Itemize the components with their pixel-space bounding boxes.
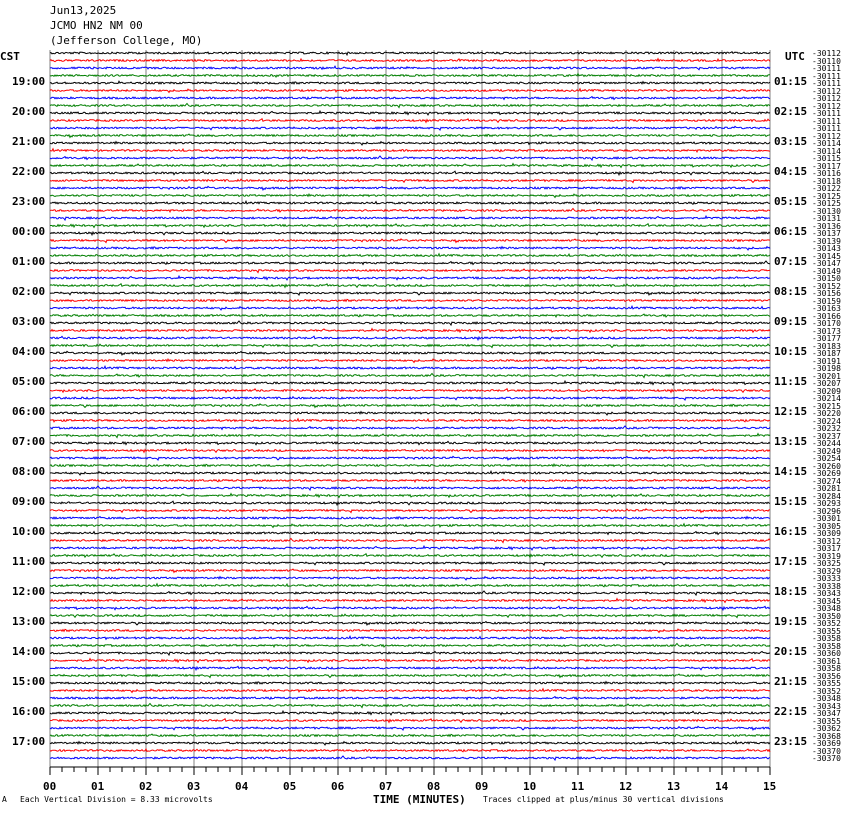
trace-count-label: -30333 [812, 574, 841, 583]
cst-hour-label: 07:00 [12, 435, 46, 448]
seismic-trace [50, 291, 770, 295]
trace-count-label: -30317 [812, 544, 841, 553]
utc-hour-label: 23:15 [774, 735, 808, 748]
trace-count-label: -30150 [812, 274, 841, 283]
x-tick-label: 00 [43, 780, 57, 793]
seismic-trace [50, 756, 770, 760]
seismic-trace [50, 697, 770, 700]
seismic-trace [50, 397, 770, 400]
trace-count-label: -30309 [812, 529, 841, 538]
trace-count-label: -30137 [812, 229, 841, 238]
utc-hour-label: 16:15 [774, 525, 808, 538]
x-tick-label: 10 [523, 780, 537, 793]
seismic-trace [50, 749, 770, 752]
seismic-trace [50, 142, 770, 145]
trace-count-label: -30112 [812, 131, 841, 141]
seismic-trace [50, 711, 770, 715]
seismic-trace [50, 66, 770, 70]
seismic-trace [50, 336, 770, 340]
cst-hour-label: 22:00 [12, 165, 46, 178]
trace-count-label: -30352 [812, 686, 841, 696]
trace-count-label: -30284 [812, 491, 841, 501]
trace-count-label: -30249 [812, 446, 841, 456]
cst-hour-label: 23:00 [12, 195, 46, 208]
seismic-trace [50, 186, 770, 190]
utc-hour-label: 03:15 [774, 135, 808, 148]
x-tick-label: 06 [331, 780, 345, 793]
trace-count-label: -30360 [812, 649, 841, 658]
station-code: JCMO HN2 NM 00 [50, 19, 143, 32]
trace-count-label: -30370 [812, 746, 841, 756]
cst-hour-label: 15:00 [12, 675, 46, 688]
utc-hour-label: 21:15 [774, 675, 808, 688]
utc-hour-label: 17:15 [774, 555, 808, 568]
seismic-trace [50, 591, 770, 595]
cst-hour-label: 10:00 [12, 525, 46, 538]
trace-count-label: -30329 [812, 566, 841, 576]
x-axis-title: TIME (MINUTES) [373, 793, 466, 806]
trace-count-label: -30125 [812, 199, 841, 208]
cst-hour-label: 21:00 [12, 135, 46, 148]
seismic-trace [50, 74, 770, 77]
x-tick-label: 01 [91, 780, 105, 793]
trace-count-label: -30352 [812, 619, 841, 628]
trace-count-label: -30131 [812, 214, 841, 223]
trace-count-label: -30350 [812, 611, 841, 621]
cst-hour-label: 20:00 [12, 105, 46, 118]
seismic-trace [50, 539, 770, 543]
utc-hour-label: 09:15 [774, 315, 808, 328]
cst-hour-label: 14:00 [12, 645, 46, 658]
seismic-trace [50, 81, 770, 84]
seismic-trace [50, 464, 770, 466]
trace-count-label: -30117 [812, 161, 841, 171]
trace-count-label: -30274 [812, 476, 841, 486]
trace-count-label: -30293 [812, 499, 841, 508]
seismic-trace [50, 441, 770, 445]
seismic-trace [50, 532, 770, 535]
utc-hour-label: 11:15 [774, 375, 808, 388]
seismic-trace [50, 261, 770, 265]
trace-count-label: -30343 [812, 589, 841, 598]
seismic-trace [50, 456, 770, 460]
seismic-trace [50, 562, 770, 565]
seismic-trace [50, 299, 770, 301]
trace-count-label: -30111 [812, 124, 841, 133]
seismic-trace [50, 216, 770, 220]
trace-count-label: -30370 [812, 754, 841, 763]
seismic-trace [50, 306, 770, 310]
cst-hour-label: 17:00 [12, 735, 46, 748]
seismic-trace [50, 659, 770, 663]
trace-count-label: -30152 [812, 281, 841, 291]
x-tick-label: 14 [715, 780, 729, 793]
seismic-trace [50, 276, 770, 280]
x-tick-label: 13 [667, 780, 681, 793]
trace-count-label: -30296 [812, 506, 841, 516]
trace-count-label: -30143 [812, 244, 841, 253]
cst-hour-label: 03:00 [12, 315, 46, 328]
seismic-trace [50, 569, 770, 573]
seismic-trace [50, 321, 770, 325]
seismic-trace [50, 666, 770, 669]
seismic-trace [50, 471, 770, 475]
trace-count-label: -30187 [812, 349, 841, 358]
seismic-trace [50, 644, 770, 648]
utc-hour-label: 15:15 [774, 495, 808, 508]
cst-hour-label: 05:00 [12, 375, 46, 388]
seismic-trace [50, 554, 770, 558]
trace-count-label: -30358 [812, 664, 841, 673]
seismic-trace [50, 254, 770, 257]
seismic-trace [50, 134, 770, 137]
seismic-trace [50, 171, 770, 175]
trace-count-label: -30209 [812, 386, 841, 396]
seismic-trace [50, 59, 770, 62]
trace-count-label: -30130 [812, 206, 841, 216]
trace-count-label: -30112 [812, 101, 841, 111]
seismic-trace [50, 486, 770, 490]
seismic-trace [50, 351, 770, 355]
trace-count-label: -30111 [812, 71, 841, 81]
seismic-trace [50, 52, 770, 55]
utc-hour-label: 05:15 [774, 195, 808, 208]
x-tick-label: 02 [139, 780, 153, 793]
utc-hour-label: 14:15 [774, 465, 808, 478]
cst-hour-label: 12:00 [12, 585, 46, 598]
utc-hour-label: 10:15 [774, 345, 808, 358]
seismic-trace [50, 546, 770, 550]
seismic-trace [50, 614, 770, 617]
seismic-trace [50, 104, 770, 108]
trace-count-label: -30145 [812, 251, 841, 261]
trace-count-label: -30116 [812, 169, 841, 178]
seismic-trace [50, 652, 770, 656]
trace-count-label: -30118 [812, 176, 841, 186]
trace-count-label: -30348 [812, 604, 841, 613]
seismic-trace [50, 606, 770, 610]
cst-hour-label: 02:00 [12, 285, 46, 298]
trace-count-label: -30347 [812, 709, 841, 718]
scale-note: Each Vertical Division = 8.33 microvolts [20, 795, 213, 804]
seismic-trace [50, 741, 770, 745]
trace-count-label: -30139 [812, 236, 841, 246]
seismic-trace [50, 156, 770, 160]
trace-count-label: -30215 [812, 401, 841, 411]
seismic-trace [50, 389, 770, 393]
seismic-trace [50, 704, 770, 708]
right-timezone-label: UTC [785, 50, 805, 63]
utc-hour-label: 07:15 [774, 255, 808, 268]
seismic-trace [50, 584, 770, 587]
seismic-trace [50, 194, 770, 197]
seismic-trace [50, 524, 770, 528]
seismic-trace [50, 426, 770, 430]
trace-count-label: -30112 [812, 86, 841, 96]
trace-count-label: -30368 [812, 731, 841, 741]
trace-count-label: -30244 [812, 439, 841, 448]
trace-count-label: -30114 [812, 146, 841, 156]
seismic-trace [50, 126, 770, 130]
seismic-trace [50, 719, 770, 723]
seismic-trace [50, 494, 770, 498]
seismic-trace [50, 412, 770, 415]
utc-hour-label: 20:15 [774, 645, 808, 658]
x-tick-label: 12 [619, 780, 633, 793]
seismic-trace [50, 636, 770, 639]
seismic-trace [50, 419, 770, 422]
x-tick-label: 03 [187, 780, 201, 793]
trace-count-label: -30369 [812, 739, 841, 748]
x-tick-label: 11 [571, 780, 585, 793]
trace-count-label: -30319 [812, 551, 841, 561]
x-tick-label: 15 [763, 780, 777, 793]
seismic-trace [50, 509, 770, 513]
trace-count-label: -30159 [812, 296, 841, 306]
seismic-trace [50, 89, 770, 93]
seismic-trace [50, 247, 770, 250]
trace-count-label: -30111 [812, 109, 841, 118]
trace-count-label: -30343 [812, 701, 841, 711]
trace-count-label: -30156 [812, 289, 841, 298]
trace-count-label: -30305 [812, 521, 841, 531]
cst-hour-label: 01:00 [12, 255, 46, 268]
trace-count-label: -30166 [812, 311, 841, 321]
trace-count-label: -30237 [812, 431, 841, 441]
trace-count-label: -30183 [812, 341, 841, 351]
seismic-trace [50, 479, 770, 482]
trace-count-label: -30112 [812, 49, 841, 58]
trace-count-label: -30198 [812, 364, 841, 373]
left-timezone-label: CST [0, 50, 20, 63]
trace-count-label: -30260 [812, 461, 841, 471]
trace-count-label: -30269 [812, 469, 841, 478]
utc-hour-label: 22:15 [774, 705, 808, 718]
seismic-trace [50, 284, 770, 288]
seismic-trace [50, 179, 770, 182]
trace-count-label: -30173 [812, 326, 841, 336]
trace-count-label: -30362 [812, 724, 841, 733]
utc-hour-label: 01:15 [774, 75, 808, 88]
trace-count-label: -30111 [812, 116, 841, 126]
seismic-trace [50, 381, 770, 385]
x-tick-label: 05 [283, 780, 297, 793]
seismic-trace [50, 269, 770, 273]
trace-count-label: -30254 [812, 454, 841, 463]
trace-count-label: -30149 [812, 266, 841, 276]
cst-hour-label: 06:00 [12, 405, 46, 418]
trace-count-label: -30111 [812, 79, 841, 88]
seismic-trace [50, 501, 770, 505]
cst-hour-label: 16:00 [12, 705, 46, 718]
trace-count-label: -30136 [812, 221, 841, 231]
trace-count-label: -30122 [812, 184, 841, 193]
trace-count-label: -30214 [812, 394, 841, 403]
trace-count-label: -30191 [812, 356, 841, 366]
cst-hour-label: 09:00 [12, 495, 46, 508]
trace-count-label: -30232 [812, 424, 841, 433]
trace-count-label: -30312 [812, 536, 841, 546]
seismic-trace [50, 674, 770, 678]
trace-count-label: -30177 [812, 334, 841, 343]
trace-count-label: -30358 [812, 634, 841, 643]
station-location: (Jefferson College, MO) [50, 34, 203, 47]
trace-count-label: -30355 [812, 626, 841, 636]
trace-count-label: -30348 [812, 694, 841, 703]
utc-hour-label: 04:15 [774, 165, 808, 178]
utc-hour-label: 08:15 [774, 285, 808, 298]
trace-count-label: -30358 [812, 641, 841, 651]
seismic-trace [50, 374, 770, 378]
trace-count-label: -30325 [812, 559, 841, 568]
trace-count-label: -30220 [812, 409, 841, 418]
trace-count-label: -30147 [812, 259, 841, 268]
trace-count-label: -30338 [812, 581, 841, 591]
seismic-trace [50, 734, 770, 736]
seismic-trace [50, 359, 770, 362]
cst-hour-label: 00:00 [12, 225, 46, 238]
seismic-trace [50, 119, 770, 123]
seismic-trace [50, 599, 770, 603]
x-tick-label: 07 [379, 780, 393, 793]
utc-hour-label: 19:15 [774, 615, 808, 628]
utc-hour-label: 02:15 [774, 105, 808, 118]
trace-count-label: -30361 [812, 656, 841, 666]
scale-mark: A [2, 795, 7, 804]
seismic-trace [50, 224, 770, 228]
trace-count-label: -30201 [812, 371, 841, 381]
x-tick-label: 08 [427, 780, 441, 793]
seismic-trace [50, 404, 770, 408]
seismic-trace [50, 149, 770, 152]
trace-count-label: -30170 [812, 319, 841, 328]
seismic-trace [50, 209, 770, 213]
seismic-trace [50, 366, 770, 369]
seismic-trace [50, 621, 770, 625]
seismic-trace [50, 329, 770, 333]
trace-count-label: -30163 [812, 304, 841, 313]
trace-count-label: -30115 [812, 154, 841, 163]
seismic-trace [50, 344, 770, 347]
seismic-trace [50, 164, 770, 168]
seismic-trace [50, 449, 770, 452]
seismic-trace [50, 517, 770, 519]
utc-hour-label: 18:15 [774, 585, 808, 598]
trace-count-label: -30281 [812, 484, 841, 493]
trace-count-label: -30301 [812, 514, 841, 523]
x-tick-label: 09 [475, 780, 489, 793]
trace-count-label: -30110 [812, 56, 841, 66]
cst-hour-label: 11:00 [12, 555, 46, 568]
trace-count-label: -30112 [812, 94, 841, 103]
cst-hour-label: 13:00 [12, 615, 46, 628]
seismic-trace [50, 314, 770, 317]
seismic-trace [50, 434, 770, 438]
seismic-trace [50, 239, 770, 243]
trace-count-label: -30111 [812, 64, 841, 73]
seismic-trace [50, 231, 770, 234]
seismic-trace [50, 111, 770, 115]
clip-note: Traces clipped at plus/minus 30 vertical divisions [483, 795, 724, 804]
trace-count-label: -30355 [812, 716, 841, 726]
cst-hour-label: 04:00 [12, 345, 46, 358]
trace-count-label: -30125 [812, 191, 841, 201]
x-tick-label: 04 [235, 780, 249, 793]
seismic-trace [50, 682, 770, 684]
cst-hour-label: 08:00 [12, 465, 46, 478]
trace-count-label: -30356 [812, 671, 841, 681]
seismic-trace [50, 97, 770, 100]
trace-count-label: -30355 [812, 679, 841, 688]
trace-count-label: -30224 [812, 416, 841, 426]
record-date: Jun13,2025 [50, 4, 117, 17]
trace-count-label: -30345 [812, 596, 841, 606]
utc-hour-label: 13:15 [774, 435, 808, 448]
seismic-trace [50, 726, 770, 730]
trace-count-label: -30207 [812, 379, 841, 388]
utc-hour-label: 12:15 [774, 405, 808, 418]
utc-hour-label: 06:15 [774, 225, 808, 238]
seismic-trace [50, 577, 770, 580]
seismic-trace [50, 201, 770, 204]
cst-hour-label: 19:00 [12, 75, 46, 88]
seismic-trace [50, 629, 770, 632]
trace-count-label: -30114 [812, 139, 841, 148]
seismic-trace [50, 689, 770, 693]
